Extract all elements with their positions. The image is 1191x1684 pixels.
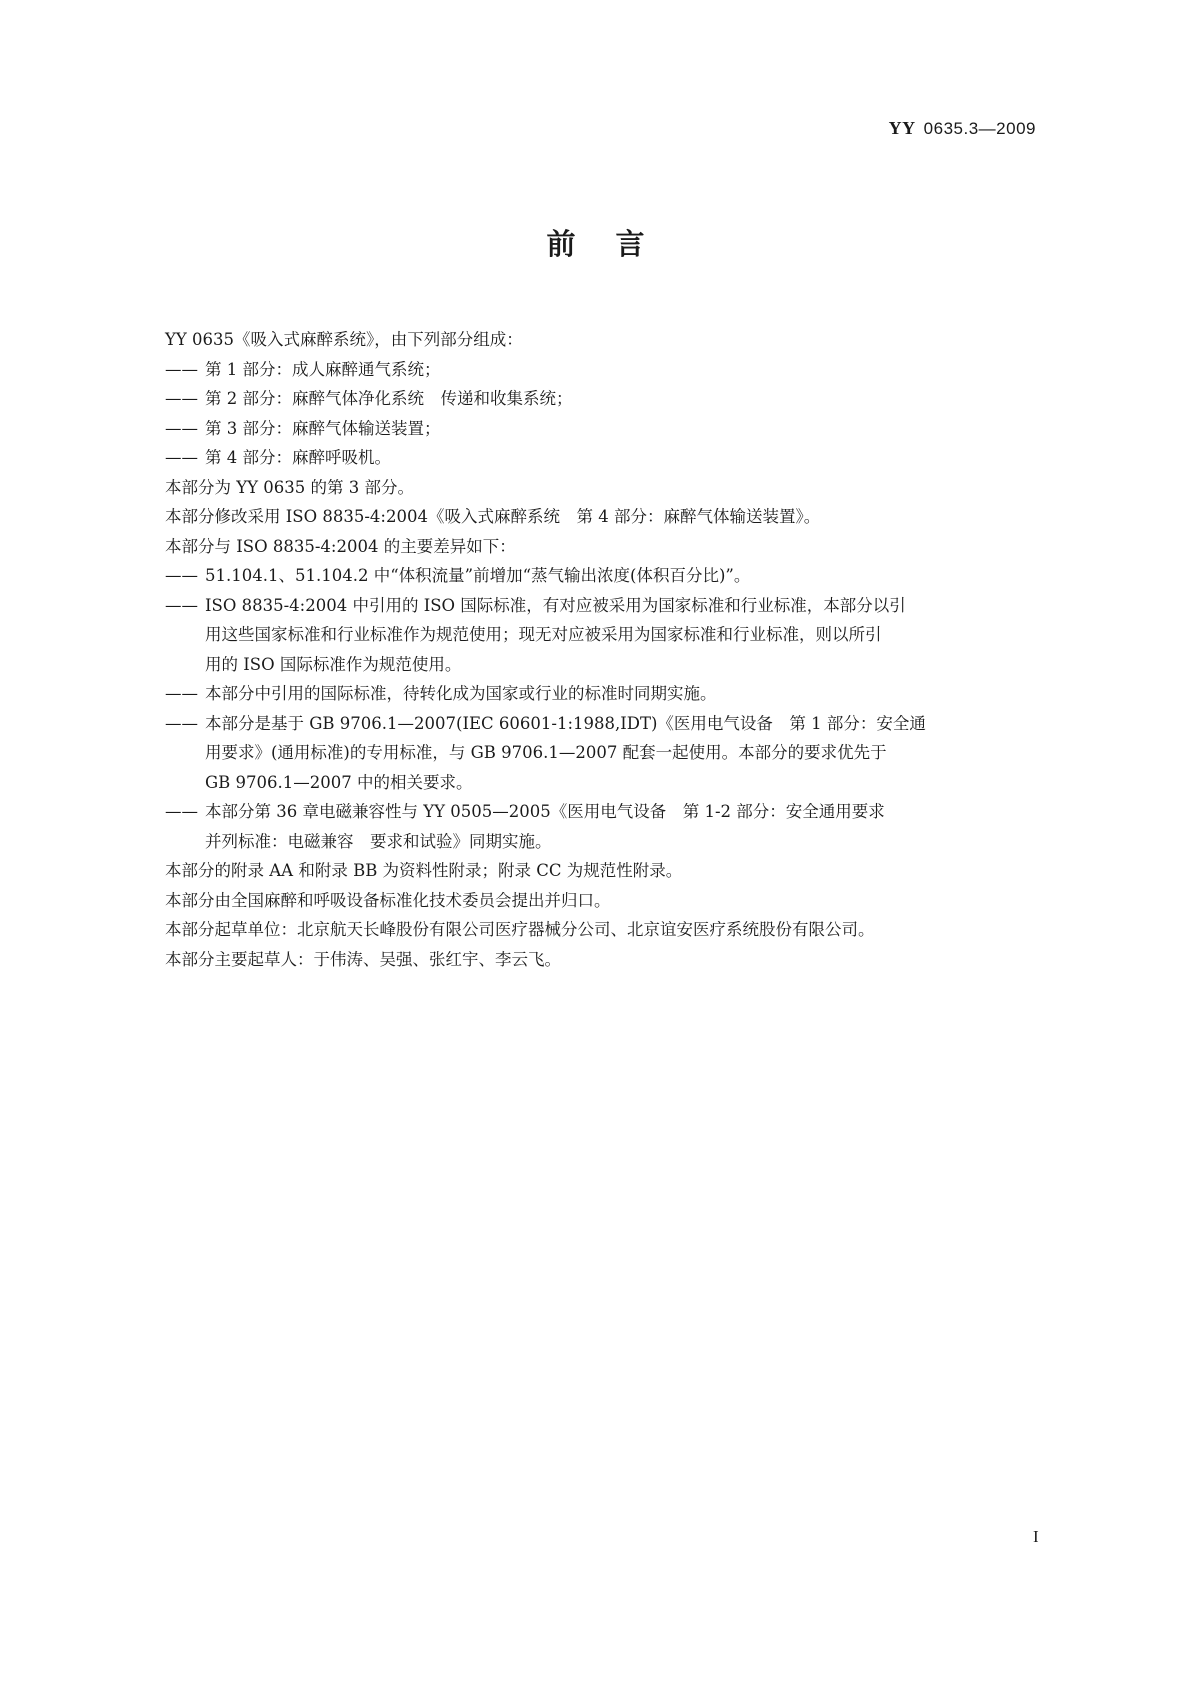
dash-marker: —— — [165, 389, 198, 408]
composition-statement: YY 0635《吸入式麻醉系统》，由下列部分组成： — [165, 330, 523, 349]
dash-marker: —— — [165, 713, 198, 733]
dash-marker: —— — [165, 418, 198, 438]
drafting-units-statement: 本部分起草单位：北京航天长峰股份有限公司医疗器械分公司、北京谊安医疗系统股份有限公司。 — [165, 920, 875, 939]
drafters-statement: 本部分主要起草人：于伟涛、吴强、张红宇、李云飞。 — [165, 949, 561, 969]
dash-marker: —— — [165, 566, 198, 585]
dash-marker: —— — [165, 802, 198, 821]
standard-code — [889, 118, 1036, 139]
part-list-item: —— 第 3 部分：麻醉气体输送装置； — [165, 414, 1045, 444]
standard-prefix: YY — [888, 118, 916, 138]
difference-item: —— 51.104.1、51.104.2 中“体积流量”前增加“蒸气输出浓度(体积百分比)”。 — [165, 561, 1045, 591]
annex-statement: 本部分的附录 AA 和附录 BB 为资料性附录；附录 CC 为规范性附录。 — [165, 861, 683, 880]
committee-statement: 本部分由全国麻醉和呼吸设备标准化技术委员会提出并归口。 — [165, 890, 611, 910]
difference-item: —— 本部分中引用的国际标准，待转化成为国家或行业的标准时同期实施。 — [165, 679, 1045, 709]
part-list-item: —— 第 2 部分：麻醉气体净化系统 传递和收集系统； — [165, 384, 1045, 414]
this-part-statement: 本部分为 YY 0635 的第 3 部分。 — [165, 477, 414, 497]
adoption-statement: 本部分修改采用 ISO 8835-4:2004《吸入式麻醉系统 第 4 部分：麻醉气体输送装置》。 — [165, 507, 821, 526]
difference-item: —— 本部分第 36 章电磁兼容性与 YY 0505—2005《医用电气设备 第 1-2 部分：安全通用要求 并列标准：电磁兼容 要求和试验》同期实施。 — [165, 797, 1045, 856]
dash-marker: —— — [165, 359, 198, 379]
standard-number: 0635.3—2009 — [923, 119, 1036, 138]
dash-marker: —— — [165, 448, 198, 467]
difference-item: —— 本部分是基于 GB 9706.1—2007(IEC 60601-1:1988,IDT)《医用电气设备 第 1 部分：安全通 用要求》(通用标准)的专用标准，与 GB 9706.1—2007 配套一起使用。本部分的要求优先于 GB 9706.1—2007 中的相关要求。 — [165, 709, 1045, 798]
dash-marker: —— — [165, 595, 198, 615]
difference-item: —— ISO 8835-4:2004 中引用的 ISO 国际标准，有对应被采用为国家标准和行业标准，本部分以引 用这些国家标准和行业标准作为规范使用；现无对应被采用为国家标准和行业标准，则以所引 用的 ISO 国际标准作为规范使用。 — [165, 591, 1045, 680]
page-title: 前言 — [546, 227, 685, 261]
part-list-item: —— 第 1 部分：成人麻醉通气系统； — [165, 355, 1045, 385]
page-number: I — [1033, 1527, 1039, 1546]
differences-intro: 本部分与 ISO 8835-4:2004 的主要差异如下： — [165, 536, 516, 556]
dash-marker: —— — [165, 684, 198, 703]
foreword-body — [165, 325, 1045, 974]
part-list-item: —— 第 4 部分：麻醉呼吸机。 — [165, 443, 1045, 473]
